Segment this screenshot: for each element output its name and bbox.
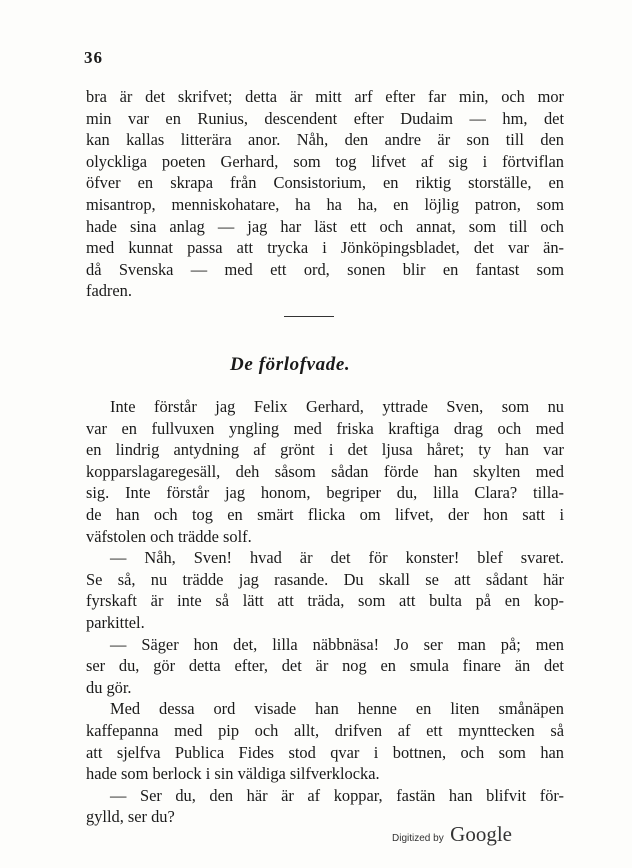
section-text bbox=[86, 396, 564, 828]
text-line: hade sina anlag — jag har läst ett och annat, som till och bbox=[86, 216, 564, 236]
text-line: kan kallas litterära anor. Nåh, den andre är son till den bbox=[86, 130, 564, 150]
text-line: ser du, gör detta efter, det är nog en smula finare än det bbox=[86, 656, 564, 676]
text-line: att sjelfva Publica Fides stod qvar i bottnen, och som han bbox=[86, 742, 564, 762]
page-number: 36 bbox=[84, 48, 103, 67]
text-line: bra är det skrifvet; detta är mitt arf efter far min, och mor bbox=[86, 87, 564, 106]
attribution-brand: Google bbox=[450, 822, 512, 846]
text-line: — Nåh, Sven! hvad är det för konster! blef svaret. bbox=[110, 548, 564, 568]
text-line: — Ser du, den här är af koppar, fastän han blifvit för- bbox=[110, 785, 564, 805]
text-line: en lindrig antydning af grönt i det ljusa håret; ty han var bbox=[86, 440, 564, 460]
text-line: med kunnat passa att trycka i Jönköpingsbladet, det var än- bbox=[86, 238, 564, 258]
text-line: de han och tog en smärt flicka om lifvet, der hon satt i bbox=[86, 504, 564, 524]
text-line: min var en Runius, descendent efter Dudaim — hm, det bbox=[86, 108, 564, 128]
text-line: hade som berlock i sin väldiga silfverklocka. bbox=[86, 764, 380, 784]
text-line: väfstolen och trädde solf. bbox=[86, 526, 252, 546]
text-line: misantrop, menniskohatare, ha ha ha, en löjlig patron, som bbox=[86, 194, 564, 214]
text-line: då Svenska — med ett ord, sonen blir en fantast som bbox=[86, 259, 564, 279]
text-line: fadren. bbox=[86, 281, 132, 301]
text-line: — Säger hon det, lilla näbbnäsa! Jo ser man på; men bbox=[110, 634, 564, 654]
text-line: Se så, nu trädde jag rasande. Du skall se att sådant här bbox=[86, 569, 564, 589]
text-line: kopparslagaregesäll, deh såsom sådan förde han skylten med bbox=[86, 461, 564, 481]
text-line: gylld, ser du? bbox=[86, 807, 175, 827]
text-line: Inte förstår jag Felix Gerhard, yttrade Sven, som nu bbox=[110, 397, 564, 416]
text-line: sig. Inte förstår jag honom, begriper du, lilla Clara? tilla- bbox=[86, 483, 564, 503]
text-line: kaffepanna med pip och allt, drifven af ett mynttecken så bbox=[86, 720, 564, 740]
text-line: parkittel. bbox=[86, 612, 145, 632]
text-line: Med dessa ord visade han henne en liten smånäpen bbox=[110, 699, 564, 719]
section-divider bbox=[284, 316, 334, 317]
digitization-attribution bbox=[392, 822, 512, 847]
attribution-prefix: Digitized by bbox=[392, 833, 444, 844]
text-line: olyckliga poeten Gerhard, som tog lifvet af sig i förtviflan bbox=[86, 151, 564, 171]
text-line: var en fullvuxen yngling med friska kraftiga drag och med bbox=[86, 418, 564, 438]
text-line: du gör. bbox=[86, 677, 132, 697]
text-line: öfver en skrapa från Consistorium, en riktig storställe, en bbox=[86, 173, 564, 193]
text-line: fyrskaft är inte så lätt att träda, som att bulta på en kop- bbox=[86, 591, 564, 611]
section-title: De förlofvade. bbox=[230, 354, 351, 375]
body-paragraph bbox=[86, 86, 564, 302]
